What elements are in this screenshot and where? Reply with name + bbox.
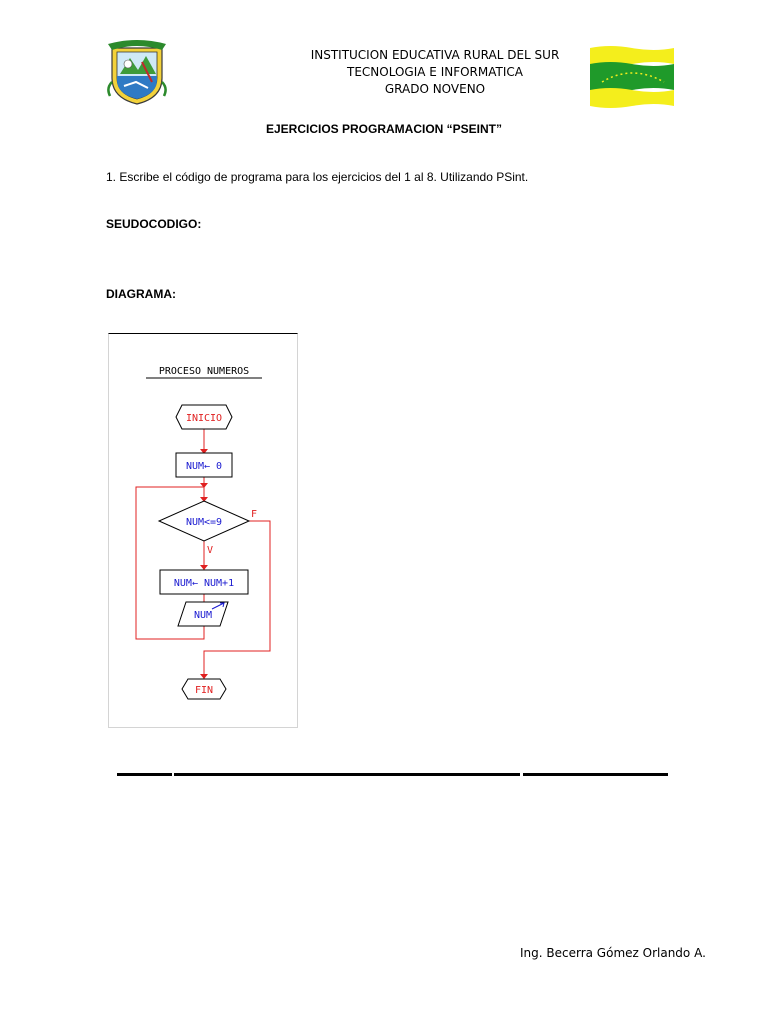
grade-name: GRADO NOVENO bbox=[384, 82, 486, 96]
signature-line-segment bbox=[523, 773, 668, 776]
section-seudocodigo: SEUDOCODIGO: bbox=[106, 217, 202, 231]
false-branch-label: F bbox=[251, 509, 258, 520]
section-diagrama: DIAGRAMA: bbox=[106, 287, 176, 301]
condition-label: NUM<=9 bbox=[185, 517, 223, 528]
output-label: NUM bbox=[193, 610, 213, 621]
start-label: INICIO bbox=[185, 413, 223, 424]
document-title: EJERCICIOS PROGRAMACION “PSEINT” bbox=[265, 122, 503, 136]
flowchart-title: PROCESO NUMEROS bbox=[158, 366, 250, 377]
end-label: FIN bbox=[194, 685, 214, 696]
flag-image bbox=[588, 44, 676, 110]
institution-header bbox=[300, 47, 570, 98]
increment-process-label: NUM← NUM+1 bbox=[173, 578, 235, 589]
author-signature: Ing. Becerra Gómez Orlando A. bbox=[520, 946, 706, 960]
school-crest-logo bbox=[106, 38, 168, 106]
flowchart-diagram bbox=[108, 333, 298, 728]
signature-line-segment bbox=[174, 773, 520, 776]
true-branch-label: V bbox=[207, 545, 214, 556]
institution-name: INSTITUCION EDUCATIVA RURAL DEL SUR bbox=[310, 48, 560, 62]
init-process-label: NUM← 0 bbox=[185, 461, 223, 472]
signature-line-segment bbox=[117, 773, 172, 776]
exercise-instruction: 1. Escribe el código de programa para los ejercicios del 1 al 8. Utilizando PSint. bbox=[106, 170, 529, 184]
subject-name: TECNOLOGIA E INFORMATICA bbox=[347, 65, 523, 79]
